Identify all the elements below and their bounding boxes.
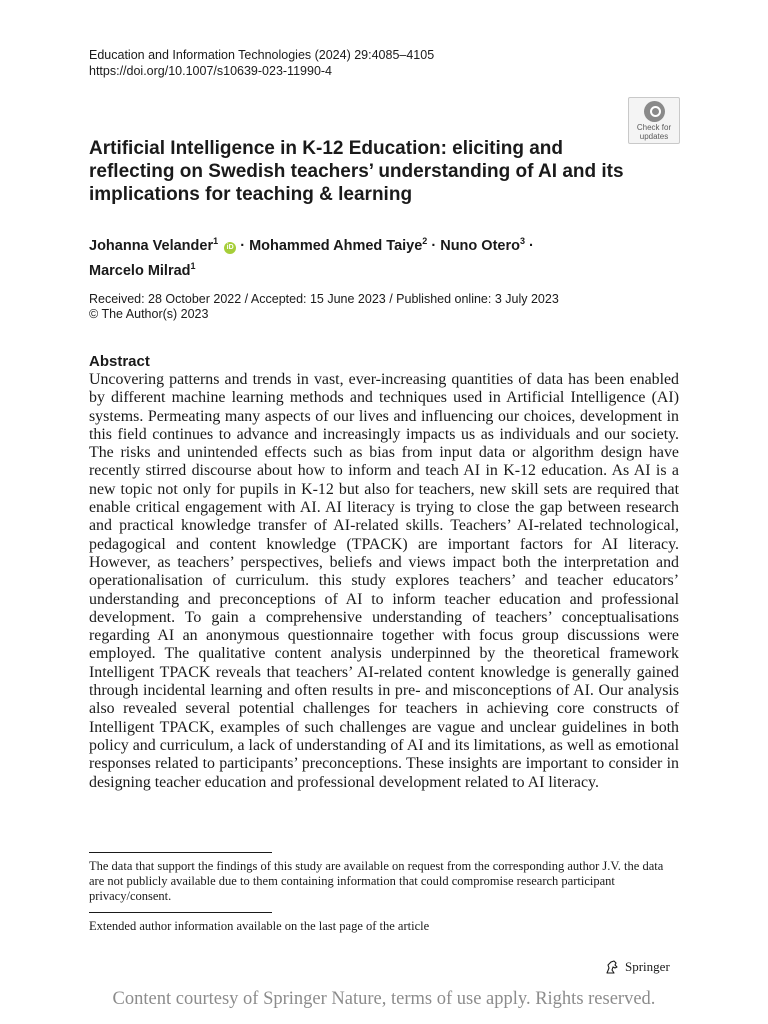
author-list [89, 231, 649, 281]
author-name[interactable]: Nuno Otero [440, 238, 520, 254]
history-dates: Received: 28 October 2022 / Accepted: 15 June 2023 / Published online: 3 July 2023 [89, 292, 559, 306]
author-info-footnote: Extended author information available on the last page of the article [89, 919, 430, 933]
author-name[interactable]: Marcelo Milrad [89, 263, 191, 279]
abstract-text: Uncovering patterns and trends in vast, ever-increasing quantities of data has been enabled by different machine learning methods and techniques used in Artificial Intelligence (AI) systems. Permeating many aspects of our lives and influencing our choices, development in this field continues to advance and increasingly impacts us as individuals and our society. The risks and unintended effects such as bias from input data or algorithm design have recently stirred discourse about how to inform and teach AI in K-12 education. As AI is a new topic not only for pupils in K-12 but also for teachers, new skill sets are required that enable critical engagement with AI. AI literacy is trying to close the gap between research and practical knowledge transfer of AI-related skills. Teachers’ AI-related technological, pedagogical and content knowledge (TPACK) are important factors for AI literacy. However, as teachers’ perspectives, beliefs and views impact both the interpretation and operationalisation of curriculum. this study explores teachers’ and teacher educators’ understanding and preconceptions of AI to inform teacher education and professional development. To gain a comprehensive understanding of teachers’ conceptualisations regarding AI an anonymous questionnaire together with focus group discussions were employed. The qualitative content analysis underpinned by the theoretical framework Intelligent TPACK reveals that teachers’ AI-related content knowledge is generally gained through incidental learning and often results in pre- and misconceptions of AI. Our analysis also revealed several potential challenges for teachers in achieving core constructs of Intelligent TPACK, examples of such challenges are vague and unclear guidelines in both policy and curriculum, a lack of understanding of AI and its limitations, as well as emotional responses related to participants’ preconceptions. These insights are important to consider in designing teacher education and professional development related to AI literacy. [89, 371, 679, 791]
footnote-divider [89, 852, 272, 853]
springer-horse-icon [604, 959, 620, 975]
copyright-line: © The Author(s) 2023 [89, 307, 209, 321]
author-name[interactable]: Johanna Velander [89, 238, 214, 254]
author-separator: · [431, 238, 437, 254]
publication-dates [89, 292, 559, 322]
badge-label: Check for updates [636, 123, 672, 141]
courtesy-notice: Content courtesy of Springer Nature, terms of use apply. Rights reserved. [112, 989, 656, 1009]
orcid-icon[interactable]: iD [224, 242, 236, 254]
abstract-heading: Abstract [89, 353, 150, 370]
doi-link[interactable]: https://doi.org/10.1007/s10639-023-11990-4 [89, 64, 333, 78]
journal-citation: Education and Information Technologies (2024) 29:4085–4105 [89, 48, 435, 62]
author-name[interactable]: Mohammed Ahmed Taiye [249, 238, 423, 254]
author-affiliation: 1 [213, 236, 219, 246]
footnote-divider [89, 912, 272, 913]
check-for-updates-icon [644, 101, 665, 122]
check-for-updates-badge[interactable] [628, 97, 680, 144]
author-separator: · [240, 238, 246, 254]
author-separator: · [529, 238, 534, 254]
journal-header [89, 47, 434, 79]
author-affiliation: 1 [190, 261, 196, 271]
publisher-logo [604, 958, 670, 976]
author-affiliation: 2 [422, 236, 428, 246]
publisher-name: Springer [625, 959, 670, 974]
data-availability-footnote: The data that support the findings of this study are available on request from the corresponding author J.V. the data are not publicly available due to them containing information that could compromise research participant privacy/consent. [89, 859, 664, 903]
author-affiliation: 3 [519, 236, 525, 246]
article-title: Artificial Intelligence in K-12 Education: eliciting and reflecting on Swedish teachers’ understanding of AI and its implications for teaching & learning [89, 138, 624, 205]
